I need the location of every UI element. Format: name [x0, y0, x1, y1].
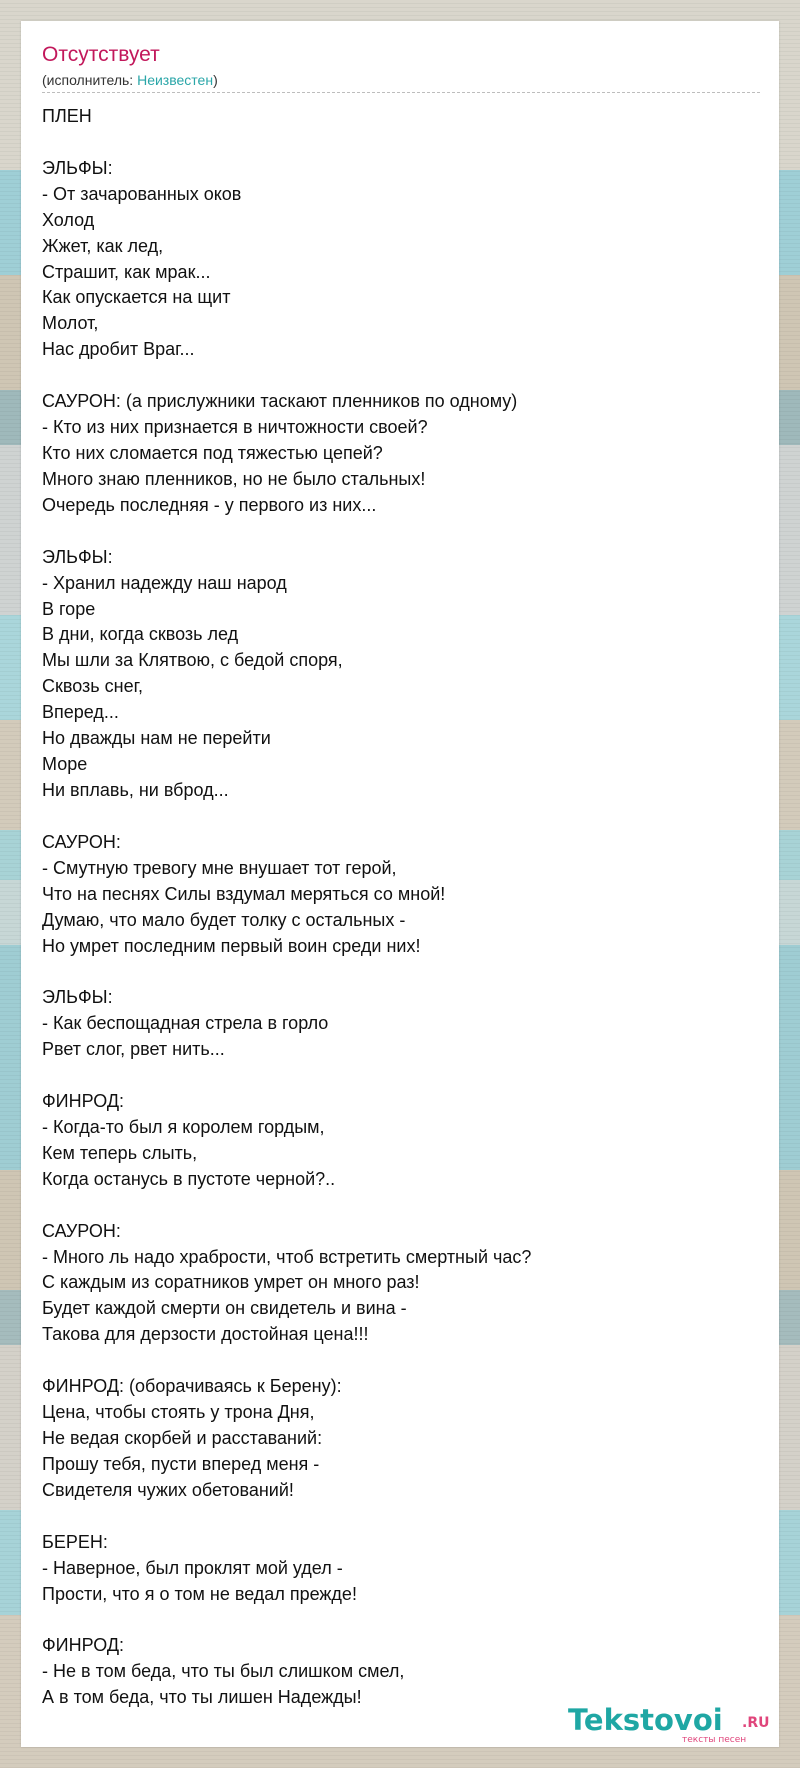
performer-suffix: ) — [213, 72, 218, 88]
lyric-line: Много знаю пленников, но не было стальных! — [42, 468, 426, 489]
blank-line — [42, 1063, 762, 1089]
blank-line — [42, 1193, 762, 1219]
lyric-line: - Наверное, был проклят мой удел - — [42, 1557, 343, 1578]
lyric-line: ФИНРОД: (оборачиваясь к Берену): — [42, 1376, 342, 1397]
lyric-line: Страшит, как мрак... — [42, 261, 211, 282]
lyric-line: Будет каждой смерти он свидетель и вина - — [42, 1298, 407, 1319]
lyrics-text — [42, 104, 762, 1711]
lyric-line: Море — [42, 754, 88, 775]
lyric-line: В горе — [42, 598, 96, 619]
lyric-line: Холод — [42, 209, 95, 230]
lyric-line: ФИНРОД: — [42, 1635, 125, 1656]
lyric-line: - Кто из них признается в ничтожности своей? — [42, 417, 428, 438]
blank-line — [42, 1504, 762, 1530]
lyric-line: САУРОН: (а прислужники таскают пленников по одному) — [42, 391, 518, 412]
lyric-line: Ни вплавь, ни вброд... — [42, 779, 229, 800]
lyric-line: А в том беда, что ты лишен Надежды! — [42, 1687, 362, 1708]
performer-prefix: (исполнитель: — [42, 72, 138, 88]
lyric-line: Но умрет последним первый воин среди них! — [42, 935, 421, 956]
lyric-line: Когда останусь в пустоте черной?.. — [42, 1168, 336, 1189]
lyric-line: Думаю, что мало будет толку с остальных - — [42, 909, 406, 930]
logo-subtitle: тексты песен — [682, 1735, 747, 1745]
performer-line — [42, 72, 218, 88]
lyric-line: БЕРЕН: — [42, 1531, 108, 1552]
lyric-line: Как опускается на щит — [42, 287, 231, 308]
lyric-line: - Не в том беда, что ты был слишком смел, — [42, 1661, 405, 1682]
site-logo[interactable] — [568, 1703, 774, 1747]
lyric-line: САУРОН: — [42, 831, 121, 852]
lyric-line: - Хранил надежду наш народ — [42, 572, 287, 593]
blank-line — [42, 1348, 762, 1374]
lyric-line: - Как беспощадная стрела в горло — [42, 1013, 329, 1034]
lyric-line: В дни, когда сквозь лед — [42, 624, 239, 645]
lyric-line: Прошу тебя, пусти вперед меня - — [42, 1453, 320, 1474]
lyric-line: Сквозь снег, — [42, 676, 143, 697]
lyric-line: Не ведая скорбей и расставаний: — [42, 1428, 323, 1449]
lyric-line: Мы шли за Клятвою, с бедой споря, — [42, 650, 343, 671]
blank-line — [42, 1607, 762, 1633]
lyric-line: САУРОН: — [42, 1220, 121, 1241]
lyric-line: Жжет, как лед, — [42, 235, 164, 256]
logo-domain: .RU — [742, 1715, 770, 1731]
lyric-line: Кто них сломается под тяжестью цепей? — [42, 442, 383, 463]
blank-line — [42, 959, 762, 985]
lyric-line: С каждым из соратников умрет он много раз! — [42, 1272, 420, 1293]
lyric-line: Такова для дерзости достойная цена!!! — [42, 1324, 369, 1345]
lyric-line: ЭЛЬФЫ: — [42, 546, 113, 567]
lyric-line: Кем теперь слыть, — [42, 1142, 198, 1163]
blank-line — [42, 519, 762, 545]
performer-link[interactable]: Неизвестен — [137, 72, 214, 88]
lyric-line: Нас дробит Враг... — [42, 339, 195, 360]
lyric-line: Вперед... — [42, 702, 119, 723]
title-divider — [42, 92, 760, 93]
lyric-line: Что на песнях Силы вздумал меряться со мной! — [42, 883, 446, 904]
lyric-line: Молот, — [42, 313, 99, 334]
lyric-line: - Смутную тревогу мне внушает тот герой, — [42, 857, 397, 878]
lyric-line: Очередь последняя - у первого из них... — [42, 494, 377, 515]
lyric-line: - От зачарованных оков — [42, 183, 242, 204]
lyric-line: Но дважды нам не перейти — [42, 728, 271, 749]
blank-line — [42, 363, 762, 389]
lyric-line: ЭЛЬФЫ: — [42, 157, 113, 178]
lyric-line: ФИНРОД: — [42, 1091, 125, 1112]
lyric-line: Рвет слог, рвет нить... — [42, 1039, 225, 1060]
logo-wordmark: Tekstovoi — [568, 1703, 723, 1737]
lyric-line: Цена, чтобы стоять у трона Дня, — [42, 1402, 315, 1423]
lyric-line: - Много ль надо храбрости, чтоб встретить смертный час? — [42, 1246, 532, 1267]
lyric-line: ЭЛЬФЫ: — [42, 987, 113, 1008]
lyric-line: - Когда-то был я королем гордым, — [42, 1116, 325, 1137]
lyrics-card — [21, 21, 779, 1747]
song-title: Отсутствует — [42, 43, 160, 66]
blank-line — [42, 130, 762, 156]
lyric-line: ПЛЕН — [42, 106, 92, 126]
lyric-line: Свидетеля чужих обетований! — [42, 1479, 294, 1500]
lyric-line: Прости, что я о том не ведал прежде! — [42, 1583, 357, 1604]
blank-line — [42, 804, 762, 830]
